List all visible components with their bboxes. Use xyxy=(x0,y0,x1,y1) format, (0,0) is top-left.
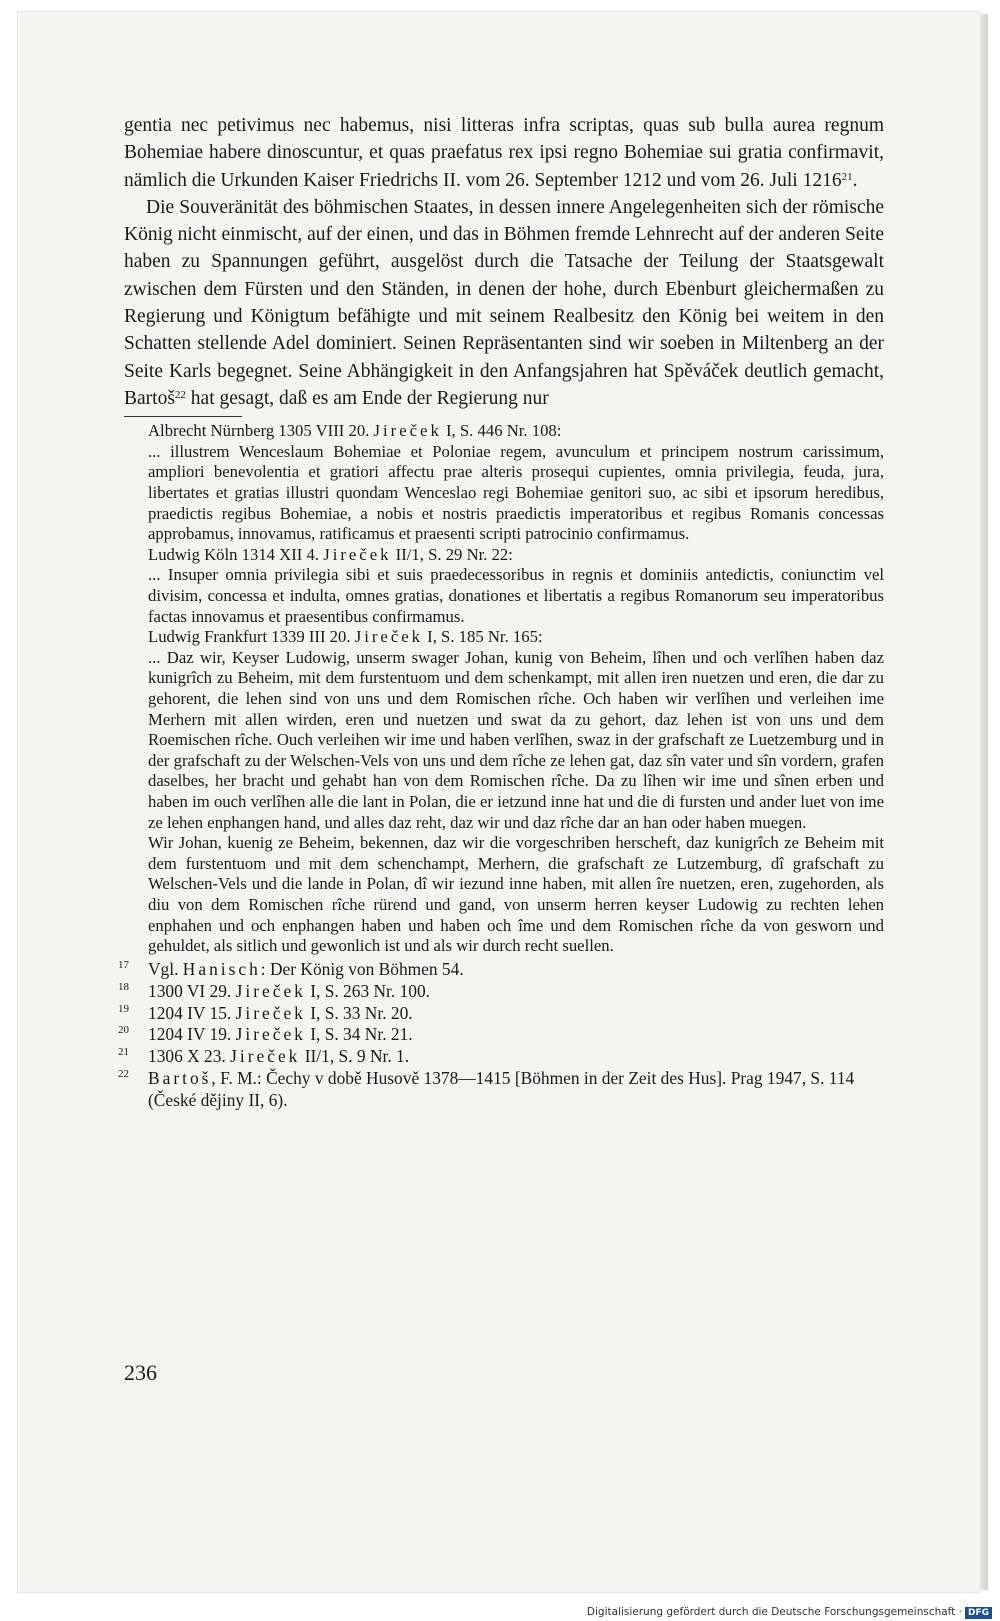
footnote-20 xyxy=(118,1024,884,1046)
page-edge-shadow xyxy=(980,14,988,1590)
footnote-number: 20 xyxy=(118,1024,129,1037)
note-source-label: Ludwig Frankfurt 1339 III 20. xyxy=(148,627,355,647)
footnote-22 xyxy=(118,1068,884,1112)
author-name: Jireček xyxy=(323,544,392,564)
note-source-ref: I, S. 446 Nr. 108: xyxy=(441,421,562,441)
note-source-albrecht xyxy=(148,421,884,442)
footnote-separator xyxy=(124,416,242,417)
footnote-number: 19 xyxy=(118,1002,129,1015)
dfg-logo: DFG xyxy=(965,1607,992,1619)
note-source-label: Albrecht Nürnberg 1305 VIII 20. xyxy=(148,421,374,441)
footnote-text: 1204 IV 19. xyxy=(148,1024,236,1045)
footnote-21 xyxy=(118,1046,884,1068)
author-name: Bartoš xyxy=(148,1068,212,1089)
note-source-label: Ludwig Köln 1314 XII 4. xyxy=(148,544,324,564)
footnote-text: I, S. 263 Nr. 100. xyxy=(305,980,431,1001)
digitization-credit xyxy=(587,1606,992,1619)
footnote-18 xyxy=(118,980,884,1003)
author-name: Hanisch xyxy=(182,958,261,979)
footnote-text: 1306 X 23. xyxy=(148,1046,231,1067)
footnote-number: 17 xyxy=(118,958,129,971)
author-name: Jireček xyxy=(235,980,306,1001)
note-source-ref: II/1, S. 29 Nr. 22: xyxy=(391,544,513,564)
footnote-number: 21 xyxy=(118,1046,129,1059)
footnote-ref-22: 22 xyxy=(174,388,186,401)
body-paragraph-2 xyxy=(124,194,884,412)
note-source-ludwig-koeln xyxy=(148,545,884,566)
footnote-17 xyxy=(118,958,884,981)
footnote-text: , F. M.: Čechy v době Husově 1378—1415 [Böhmen in der Zeit des Hus]. Prag 1947, S. 114 (České dějiny II, 6). xyxy=(148,1068,855,1111)
footnote-list xyxy=(118,958,884,1112)
author-name: Jireček xyxy=(373,421,442,441)
main-text-block xyxy=(118,112,884,1112)
note-quote-johan: Wir Johan, kuenig ze Beheim, bekennen, daz wir die vorgeschriben herscheft, daz kunigrîch ze Beheim mit dem furstentuom und mit dem schenchampt, Merhern, die grafschaft ze Lutzemburg, dî grafschaft zu Welschen-Vels und die lande in Polan, dî wir iezund inne haben, mit allen îre nuetzen, eren, zugehorden, als diu von dem Romischen rîche rürend und gand, von unserm herren keyser Ludowig zu rechten lehen enphahen und och enphangen haben und haben och îme und dem Romischen rîche da von gesworn und gehuldet, als sitlich und gewonlich ist und als wir durch recht suellen. xyxy=(148,833,884,956)
author-name: Jireček xyxy=(235,1024,306,1045)
note-source-ref: I, S. 185 Nr. 165: xyxy=(422,627,543,647)
note-quote-albrecht: ... illustrem Wenceslaum Bohemiae et Poloniae regem, avunculum et principem nostrum carissimum, ampliori benevolentia et gratiori affectu prae alteris prosequi cupientes, omnia privilegia, feuda, jura, libertates et gratias illustri quondam Wenceslao regi Bohemiae genitori suo, ac sibi et ipsorum heredibus, praedictis regibus Bohemiae, a nobis et nostris praedictis imperatoribus et regibus Romanis concessas approbamus, innovamus, ratificamus et praesenti scripti patrocinio confirmamus. xyxy=(148,441,884,544)
note-quote-ludwig-frankfurt: ... Daz wir, Keyser Ludowig, unserm swager Johan, kunig von Beheim, lîhen und och verlîhen haben daz kunigrîch zu Beheim, mit dem furstentuom und dem schenkampt, mit allen iren nuetzen und eren, die dar zu gehorent, die lehen sind von uns und dem Romischen rîche. Och haben wir verlîhen und verleihen ime Merhern mit allen wirden, eren und nuetzen und swat da zu gehort, daz lehen ist von uns und dem Roemischen rîche. Ouch verleihen wir ime und haben verlîhen, swaz in der grafschaft ze Luetzemburg und in der grafschaft zu der Welschen-Vels von uns und dem rîche ze lehen gat, daz sîn vater und sîn vordern, grafen daselbes, her bracht und gehabt han von dem Romischen rîche. Da zu lîhen wir ime und sînen erben und haben im ouch verlîhen alle die lant in Polan, die er ietzund inne hat und die di fursten und ander luet von ime ze lehen enphangen hand, und alles daz reht, daz wir und daz rîche dar an han oder haben muegen. xyxy=(148,647,884,832)
body-paragraph-2-continuation: hat gesagt, daß es am Ende der Regierung nur xyxy=(185,387,549,409)
footnote-19 xyxy=(118,1002,884,1025)
credit-text: Digitalisierung gefördert durch die Deutsche Forschungsgemeinschaft · xyxy=(586,1606,962,1618)
footnote-text: I, S. 33 Nr. 20. xyxy=(305,1002,413,1023)
footnote-text: Vgl. xyxy=(148,958,183,979)
author-name: Jireček xyxy=(230,1046,301,1067)
footnote-text: 1204 IV 15. xyxy=(148,1002,236,1023)
footnote-text: 1300 VI 29. xyxy=(148,980,236,1001)
footnote-ref-21: 21 xyxy=(841,170,853,183)
footnote-text: I, S. 34 Nr. 21. xyxy=(305,1024,413,1045)
footnote-text: : Der König von Böhmen 54. xyxy=(260,958,464,979)
body-paragraph-1-text: gentia nec petivimus nec habemus, nisi litteras infra scriptas, quas sub bulla aurea regnum Bohemiae habere dinoscuntur, et quas praefatus rex ipsi regno Bohemiae sui gratia confirmavit, nämlich die Urkunden Kaiser Friedrichs II. vom 26. September 1212 und vom 26. Juli 1216 xyxy=(124,115,884,191)
note-quote-ludwig-koeln: ... Insuper omnia privilegia sibi et suis praedecessoribus in regnis et dominiis antedictis, coniunctim vel divisim, concessa et indulta, omnes gratias, donationes et libertatis a regibus Romanorum seu imperatoribus factas innovamus et praesentibus confirmamus. xyxy=(148,565,884,626)
body-paragraph-2-text: Die Souveränität des böhmischen Staates, in dessen innere Angelegenheiten sich der römische König nicht einmischt, auf der einen, und das in Böhmen fremde Lehnrecht auf der anderen Seite haben zu Spannungen geführt, ausgelöst durch die Tatsache der Teilung der Staatsgewalt zwischen dem Fürsten und den Ständen, in denen der hohe, durch Ebenburt gleichermaßen zu Regierung und Königtum befähigte und mit seinem Realbesitz den König bei weitem in den Schatten stellende Adel dominiert. Seinen Repräsentanten sind wir soeben in Miltenberg an der Seite Karls begegnet. Seine Abhängigkeit in den Anfangsjahren hat Spěváček deutlich gemacht, Bartoš xyxy=(124,196,884,409)
page-number: 236 xyxy=(124,1360,157,1385)
body-paragraph-1-end: . xyxy=(852,169,858,191)
footnote-text: II/1, S. 9 Nr. 1. xyxy=(300,1046,410,1067)
author-name: Jireček xyxy=(354,627,423,647)
body-paragraph-1 xyxy=(124,112,884,194)
footnote-16-quotations xyxy=(124,421,884,956)
footnote-number: 18 xyxy=(118,980,129,993)
author-name: Jireček xyxy=(235,1002,306,1023)
footnote-number: 22 xyxy=(118,1068,129,1081)
note-source-ludwig-frankfurt xyxy=(148,627,884,648)
